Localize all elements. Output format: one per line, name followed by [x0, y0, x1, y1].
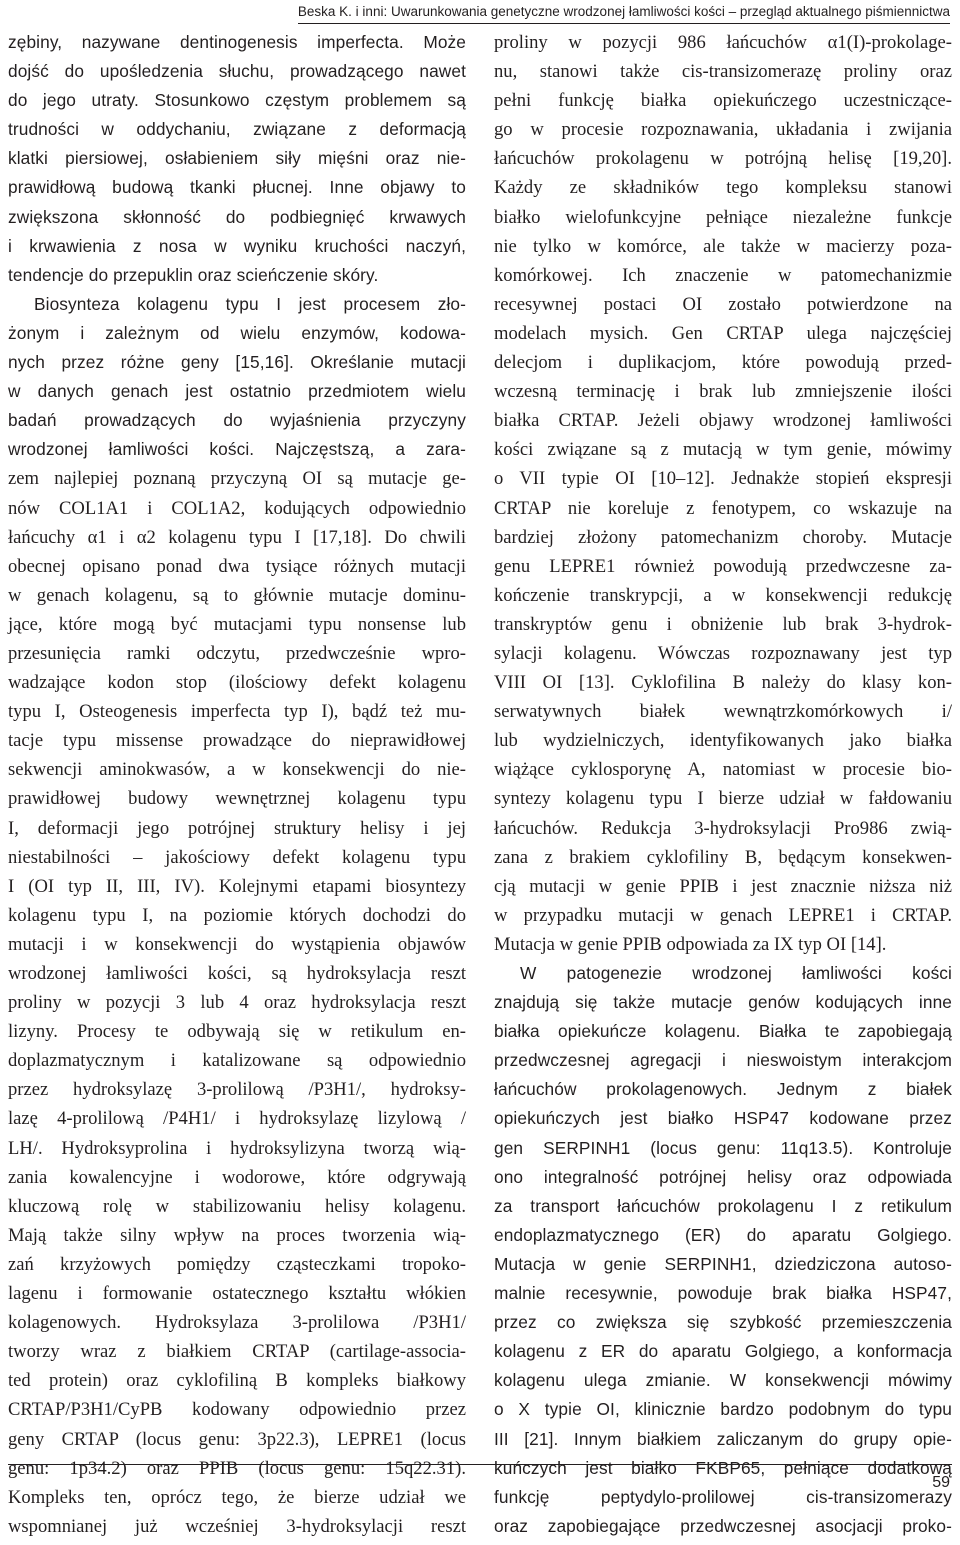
- text-line: kolagenu z ER do aparatu Golgiego, a konformacja: [494, 1341, 952, 1362]
- text-line: niestabilności – jakościowy defekt kolagenu typu: [8, 846, 466, 868]
- text-line: I (OI typ II, III, IV). Kolejnymi etapami biosyntezy: [8, 875, 466, 897]
- text-line: do jego utraty. Stosunkowo częstym problemem są: [8, 90, 466, 111]
- running-head: [298, 0, 950, 24]
- text-line: Mają także silny wpływ na proces tworzenia wią-: [8, 1224, 466, 1246]
- text-line: przedwczesnej agregacji i nieswoistym interakcjom: [494, 1050, 952, 1071]
- text-line: proliny w pozycji 3 lub 4 oraz hydroksylacja reszt: [8, 992, 466, 1014]
- running-head-text: Beska K. i inni: Uwarunkowania genetyczne wrodzonej łamliwości kości – przegląd aktualnego piśmiennictwa: [297, 4, 950, 19]
- text-line: łańcuchów. Redukcja 3-hydroksylacji Pro986 zwią-: [494, 817, 952, 839]
- text-line: doplazmatycznym i katalizowane są odpowiednio: [8, 1050, 466, 1072]
- text-line: nu, stanowi także cis-transizomerazę proliny oraz: [494, 61, 952, 83]
- text-line: łańcuchów prokolagenowych. Jednym z białek: [494, 1079, 952, 1100]
- text-line: zań krzyżowych pomiędzy cząsteczkami tropoko-: [8, 1253, 466, 1275]
- text-line: znajdują się także mutacje genów kodujących inne: [494, 992, 952, 1013]
- text-line: lizyny. Procesy te odbywają się w retikulum en-: [8, 1021, 466, 1043]
- header-rule: [298, 23, 950, 24]
- text-line: genu: 1p34.2) oraz PPIB (locus genu: 15q22.31).: [8, 1457, 466, 1479]
- text-line: genu LEPRE1 również powodują przedwczesne za-: [494, 555, 952, 577]
- text-line: I, deformacji jego potrójnej struktury helisy i jej: [8, 817, 466, 839]
- text-line: Każdy ze składników tego kompleksu stanowi: [494, 177, 952, 199]
- text-line: funkcję peptydylo-prolilowej cis-transizomerazy: [494, 1486, 952, 1507]
- text-line: kolagenu ulega zmianie. W konsekwencji mówimy: [494, 1370, 952, 1391]
- text-line: kończenie transkrypcji, a w konsekwencji redukcję: [494, 584, 952, 606]
- footer-rule: [8, 1464, 952, 1465]
- text-line: W patogenezie wrodzonej łamliwości kości: [520, 963, 952, 983]
- text-line: Mutacja w genie SERPINH1, dziedziczona autoso-: [494, 1253, 952, 1274]
- text-line: żonym i zależnym od wielu enzymów, kodowa-: [8, 322, 466, 343]
- text-line: pełni funkcję białka opiekuńczego uczestniczące-: [494, 90, 952, 112]
- text-line: sekwencji aminokwasów, a w konsekwencji do nie-: [8, 759, 466, 781]
- text-line: kości związane są z mutacją w tym genie, mówimy: [494, 439, 952, 461]
- text-line: oraz zapobiegające przedwczesnej asocjacji proko-: [494, 1515, 952, 1536]
- text-line: klatki piersiowej, osłabieniem siły mięśni oraz nie-: [8, 148, 466, 169]
- text-line: kolagenowych. Hydroksylaza 3-prolilowa /P3H1/: [8, 1312, 466, 1334]
- text-line: recesywnej postaci OI zostało potwierdzone na: [494, 293, 952, 315]
- text-line: nie tylko w komórce, ale także w macierzy poza-: [494, 235, 952, 257]
- text-line: modelach mysich. Gen CRTAP ulega najczęściej: [494, 322, 952, 344]
- left-column: [8, 32, 466, 1545]
- text-line: cją mutacji w genie PPIB i jest znacznie niższa niż: [494, 875, 952, 897]
- text-line: kuńczych jest białko FKBP65, pełniące dodatkową: [494, 1457, 952, 1478]
- text-line: białka CRTAP. Jeżeli objawy wrodzonej łamliwości: [494, 410, 952, 432]
- text-line: proliny w pozycji 986 łańcuchów α1(I)-prokolage-: [494, 32, 952, 53]
- text-line: przez hydroksylazę 3-prolilową /P3H1/, hydroksy-: [8, 1079, 466, 1101]
- text-line: endoplazmatycznego (ER) do aparatu Golgiego.: [494, 1224, 952, 1245]
- text-line: komórkowej. Ich znaczenie w patomechanizmie: [494, 264, 952, 286]
- text-line: badań prowadzących do wyjaśnienia przyczyny: [8, 410, 466, 431]
- text-line: geny CRTAP (locus genu: 3p22.3), LEPRE1 (locus: [8, 1428, 466, 1450]
- text-line: transkryptów genu i obniżenie lub brak 3-hydrok-: [494, 613, 952, 635]
- text-line: tworzy wraz z białkiem CRTAP (cartilage-associa-: [8, 1341, 466, 1363]
- text-line: przesunięcia ramki odczytu, przedwcześnie wpro-: [8, 642, 466, 664]
- text-line: prawidłową budową tkanki płucnej. Inne objawy to: [8, 177, 466, 198]
- text-line: syntezy kolagenu typu I bierze udział w fałdowaniu: [494, 788, 952, 810]
- text-line: lub wydzielniczych, identyfikowanych jako białka: [494, 730, 952, 752]
- text-line: typu I, Osteogenesis imperfecta typ I), bądź też mu-: [8, 701, 466, 723]
- text-line: w danych genach jest ostatnio przedmiotem wielu: [8, 381, 466, 402]
- text-line: wiążące cyklosporynę A, natomiast w procesie bio-: [494, 759, 952, 781]
- text-line: CRTAP/P3H1/CyPB kodowany odpowiednio przez: [8, 1399, 466, 1421]
- text-line: wczesną terminację i brak lub zmniejszenie ilości: [494, 381, 952, 403]
- page-number: 59: [932, 1474, 950, 1491]
- text-line: opiekuńczych jest białko HSP47 kodowane przez: [494, 1108, 952, 1129]
- text-line: przez co zwiększa się szybkość przemieszczenia: [494, 1312, 952, 1333]
- text-line: wadzające kodon stop (ilościowy defekt kolagenu: [8, 672, 466, 694]
- text-line: gen SERPINH1 (locus genu: 11q13.5). Kontroluje: [494, 1137, 952, 1158]
- text-line: sylacji kolagenu. Wówczas rozpoznawany jest typ: [494, 642, 952, 664]
- text-line: łańcuchów prokolagenu w potrójną helisę [19,20].: [494, 148, 952, 170]
- text-line: w genach kolagenu, są to głównie mutacje dominu-: [8, 584, 466, 606]
- text-line: trudności w oddychaniu, związane z deformacją: [8, 119, 466, 140]
- text-line: serwatywnych białek wewnątrzkomórkowych i/: [494, 701, 952, 723]
- text-line: zem najlepiej poznaną przyczyną OI są mutacje ge-: [8, 468, 466, 490]
- text-line: Biosynteza kolagenu typu I jest procesem zło-: [34, 293, 466, 314]
- text-line: za transport łańcuchów prokolagenu I z retikulum: [494, 1195, 952, 1216]
- text-line: lazę 4-prolilową /P4H1/ i hydroksylazę lizylową /: [8, 1108, 466, 1130]
- text-line: LH/. Hydroksyprolina i hydroksylizyna tworzą wią-: [8, 1137, 466, 1159]
- text-line: zana z brakiem cyklofiliny B, będącym konsekwen-: [494, 846, 952, 868]
- text-line: nów COL1A1 i COL1A2, kodujących odpowiednio: [8, 497, 466, 519]
- text-line: kluczową rolę w stabilizowaniu helisy kolagenu.: [8, 1195, 466, 1217]
- text-line: białka opiekuńcze kolagenu. Białka te zapobiegają: [494, 1021, 952, 1042]
- text-line: wrodzonej łamliwości kości. Najczęstszą, a zara-: [8, 439, 466, 460]
- text-line: bardziej złożony patomechanizm choroby. Mutacje: [494, 526, 952, 548]
- text-line: lagenu i formowanie ostatecznego kształtu włókien: [8, 1283, 466, 1305]
- text-line: tendencje do przepuklin oraz scieńczenie skóry.: [8, 264, 379, 285]
- text-line: jące, które mogą być mutacjami typu nonsense lub: [8, 613, 466, 635]
- text-line: o VII typie OI [10–12]. Jednakże stopień ekspresji: [494, 468, 952, 490]
- text-line: zębiny, nazywane dentinogenesis imperfecta. Może: [8, 32, 466, 52]
- right-column: [494, 32, 952, 1545]
- text-line: w przypadku mutacji w genach LEPRE1 i CRTAP.: [494, 904, 952, 926]
- text-line: malnie recesywnie, powoduje brak białka HSP47,: [494, 1283, 952, 1304]
- text-line: zania kowalencyjne i wodorowe, które odgrywają: [8, 1166, 466, 1188]
- text-line: prawidłowej budowy wewnętrznej kolagenu typu: [8, 788, 466, 810]
- text-line: białko wielofunkcyjne pełniące niezależne funkcje: [494, 206, 952, 228]
- text-line: i krwawienia z nosa w wyniku kruchości naczyń,: [8, 235, 466, 256]
- text-line: zwiększona skłonność do podbiegnięć krwawych: [8, 206, 466, 227]
- text-line: o X typie OI, klinicznie bardzo podobnym do typu: [494, 1399, 952, 1420]
- text-line: CRTAP nie koreluje z fenotypem, co wskazuje na: [494, 497, 952, 519]
- text-line: nych przez różne geny [15,16]. Określanie mutacji: [8, 352, 466, 373]
- text-line: wspomnianej już wcześniej 3-hydroksylacji reszt: [8, 1515, 466, 1537]
- text-line: delecjom i duplikacjom, które powodują przed-: [494, 352, 952, 374]
- text-line: tacje typu missense prowadzące do nieprawidłowej: [8, 730, 466, 752]
- text-line: go w procesie rozpoznawania, układania i zwijania: [494, 119, 952, 141]
- text-line: łańcuchy α1 i α2 kolagenu typu I [17,18]. Do chwili: [8, 526, 466, 548]
- text-line: obecnej opisano ponad dwa tysiące różnych mutacji: [8, 555, 466, 577]
- text-line: ted protein) oraz cyklofiliną B kompleks białkowy: [8, 1370, 466, 1392]
- text-line: wrodzonej łamliwości kości, są hydroksylacja reszt: [8, 963, 466, 984]
- text-line: dojść do upośledzenia słuchu, prowadzącego nawet: [8, 61, 466, 82]
- text-line: III [21]. Innym białkiem zaliczanym do grupy opie-: [494, 1428, 952, 1449]
- text-line: VIII OI [13]. Cyklofilina B należy do klasy kon-: [494, 672, 952, 694]
- text-line: ono integralność potrójnej helisy oraz odpowiada: [494, 1166, 952, 1187]
- text-line: Kompleks ten, oprócz tego, że bierze udział we: [8, 1486, 466, 1508]
- text-line: Mutacja w genie PPIB odpowiada za IX typ OI [14].: [494, 933, 887, 955]
- text-line: mutacji i w konsekwencji do wystąpienia objawów: [8, 933, 466, 955]
- text-line: kolagenu typu I, na poziomie których dochodzi do: [8, 904, 466, 926]
